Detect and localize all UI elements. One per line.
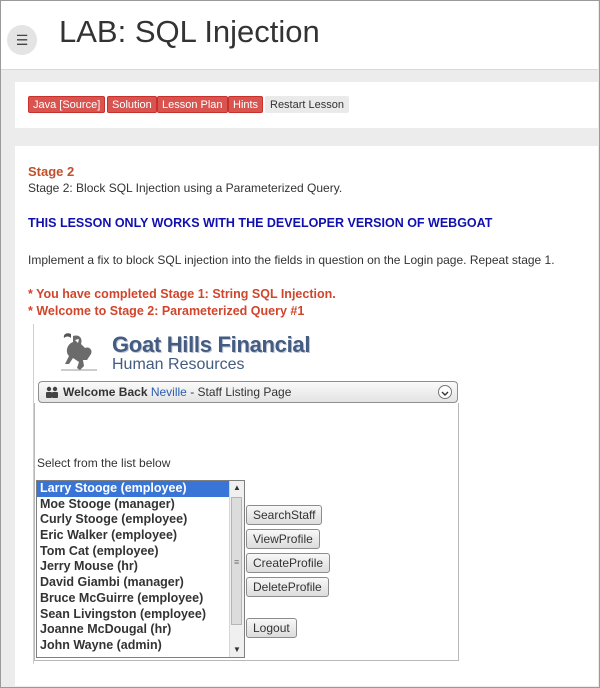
select-list-label: Select from the list below — [37, 456, 171, 470]
staff-list-item[interactable]: Bruce McGuirre (employee) — [40, 590, 204, 605]
staff-list-item[interactable]: John Wayne (admin) — [40, 637, 162, 652]
completed-message: * You have completed Stage 1: String SQL Injection. — [28, 287, 336, 301]
list-scrollbar[interactable] — [229, 481, 244, 657]
lesson-button-bar — [15, 82, 598, 128]
delete-profile-button[interactable]: DeleteProfile — [246, 577, 329, 597]
scroll-thumb[interactable] — [231, 497, 242, 625]
staff-list-item[interactable]: Jerry Mouse (hr) — [40, 559, 138, 574]
welcome-text — [63, 385, 291, 399]
scroll-down-arrow-icon[interactable]: ▼ — [233, 645, 241, 654]
staff-list-item[interactable]: Curly Stooge (employee) — [40, 512, 188, 527]
lesson-instructions: Implement a fix to block SQL injection into the fields in question on the Login page. Repeat stage 1. — [28, 253, 555, 267]
staff-list-item[interactable]: Joanne McDougal (hr) — [40, 622, 172, 637]
scroll-grip-icon: ≡ — [234, 557, 240, 567]
chevron-down-icon — [439, 387, 451, 399]
logout-button[interactable]: Logout — [246, 618, 297, 638]
hamburger-menu-button[interactable] — [7, 25, 37, 55]
stage-title: Stage 2 — [28, 164, 75, 179]
restart-lesson-button[interactable]: Restart Lesson — [265, 96, 349, 113]
welcome-stage-message: * Welcome to Stage 2: Parameterized Query #1 — [28, 304, 305, 318]
solution-button[interactable]: Solution — [107, 96, 157, 113]
view-profile-button[interactable]: ViewProfile — [246, 529, 320, 549]
collapse-button[interactable] — [438, 385, 452, 399]
lesson-plan-button[interactable]: Lesson Plan — [157, 96, 228, 113]
staff-list-item[interactable]: Sean Livingston (employee) — [40, 606, 207, 621]
search-staff-button[interactable]: SearchStaff — [246, 505, 322, 525]
staff-list-item[interactable]: Tom Cat (employee) — [40, 543, 159, 558]
app-logo-title: Goat Hills Financial — [112, 332, 311, 357]
welcome-prefix: Welcome Back — [63, 385, 148, 399]
welcome-suffix: - Staff Listing Page — [186, 385, 292, 399]
staff-list-item[interactable]: David Giambi (manager) — [40, 575, 184, 590]
hints-button[interactable]: Hints — [228, 96, 263, 113]
staff-list-items — [37, 481, 244, 654]
user-name: Neville — [150, 385, 187, 399]
hamburger-menu-icon: ☰ — [15, 32, 29, 48]
page-header — [1, 1, 598, 70]
staff-listbox[interactable] — [36, 480, 245, 658]
java-source-button[interactable]: Java [Source] — [28, 96, 105, 113]
page-title: LAB: SQL Injection — [59, 14, 320, 49]
app-logo-subtitle: Human Resources — [112, 356, 245, 373]
goat-logo-icon — [57, 330, 101, 372]
stage-description: Stage 2: Block SQL Injection using a Parameterized Query. — [28, 181, 343, 195]
scroll-up-arrow-icon[interactable]: ▲ — [233, 483, 241, 492]
developer-version-warning: THIS LESSON ONLY WORKS WITH THE DEVELOPER VERSION OF WEBGOAT — [28, 216, 493, 230]
staff-list-item[interactable]: Eric Walker (employee) — [40, 528, 178, 543]
staff-list-item[interactable]: Moe Stooge (manager) — [40, 496, 175, 511]
users-icon — [45, 386, 59, 398]
welcome-bar — [38, 381, 458, 403]
staff-list-item[interactable]: Larry Stooge (employee) — [37, 481, 244, 497]
create-profile-button[interactable]: CreateProfile — [246, 553, 330, 573]
